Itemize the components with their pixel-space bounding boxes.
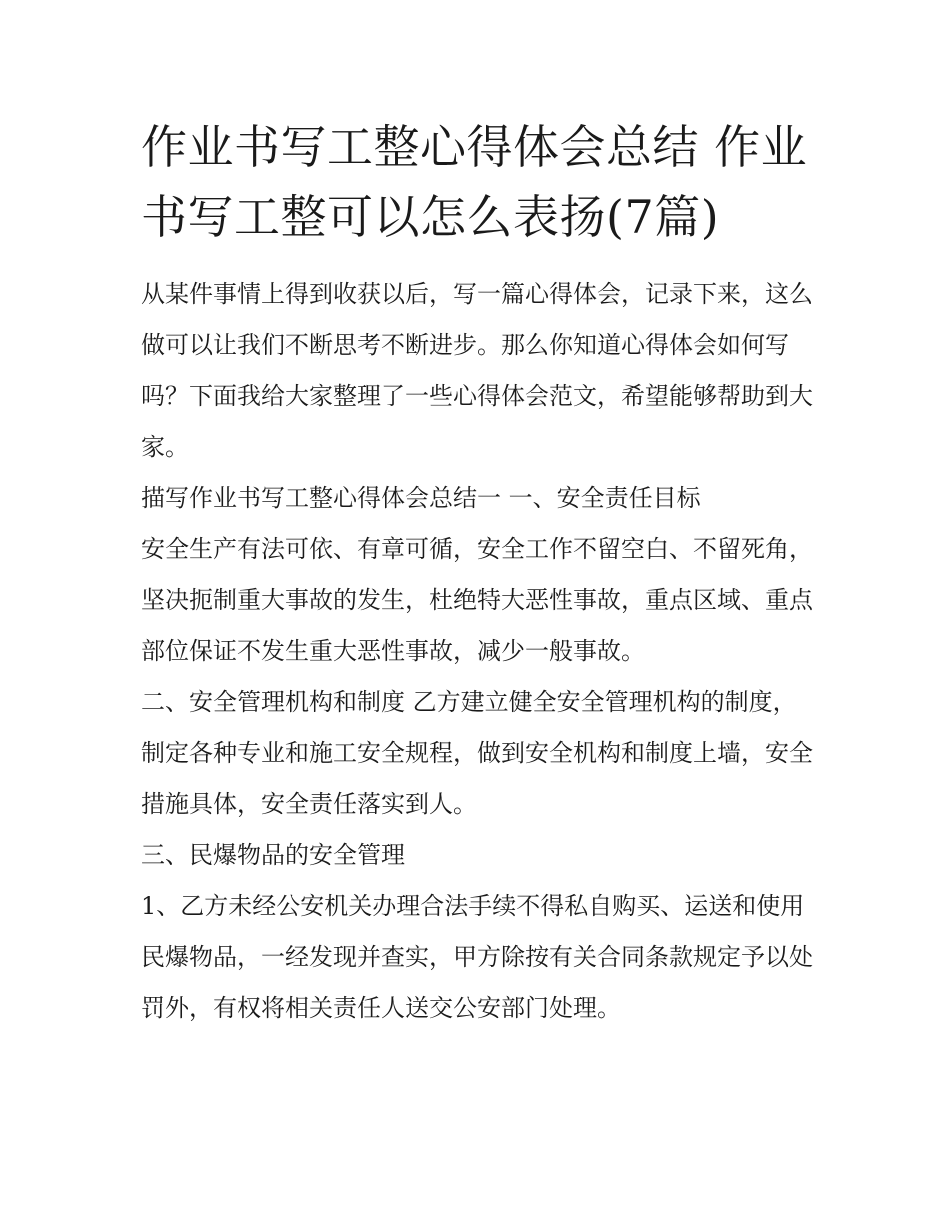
safety-goal-paragraph: 安全生产有法可依、有章可循，安全工作不留空白、不留死角，坚决扼制重大事故的发生，杜绝特大恶性事故，重点区域、重点部位保证不发生重大恶性事故，减少一般事故。: [141, 535, 813, 665]
document-page: [141, 112, 813, 1034]
section-heading-one: 描写作业书写工整心得体会总结一 一、安全责任目标: [141, 484, 701, 512]
section-heading-three: 三、民爆物品的安全管理: [141, 841, 405, 869]
intro-paragraph: 从某件事情上得到收获以后，写一篇心得体会，记录下来，这么做可以让我们不断思考不断进步。那么你知道心得体会如何写吗？下面我给大家整理了一些心得体会范文，希望能够帮助到大家。: [141, 280, 813, 461]
management-paragraph: 二、安全管理机构和制度 乙方建立健全安全管理机构的制度，制定各种专业和施工安全规程，做到安全机构和制度上墙，安全措施具体，安全责任落实到人。: [141, 688, 813, 818]
explosives-paragraph: 1、乙方未经公安机关办理合法手续不得私自购买、运送和使用民爆物品，一经发现并查实，甲方除按有关合同条款规定予以处罚外，有权将相关责任人送交公安部门处理。: [141, 892, 813, 1022]
document-title: 作业书写工整心得体会总结 作业书写工整可以怎么表扬(7篇): [141, 120, 808, 244]
